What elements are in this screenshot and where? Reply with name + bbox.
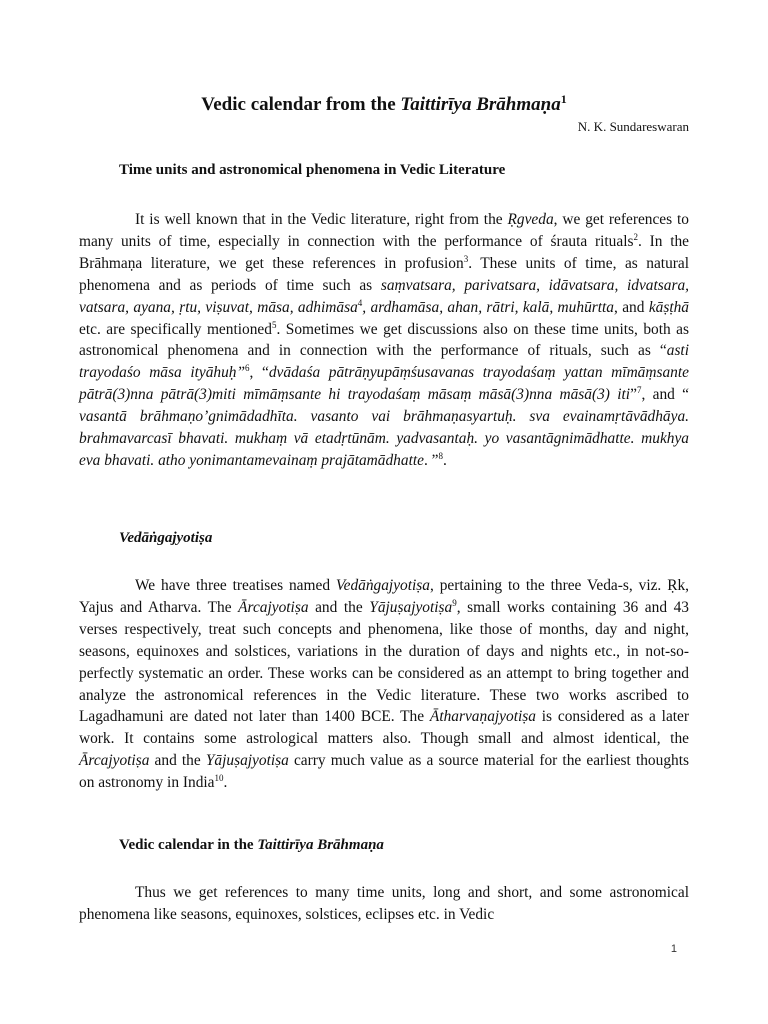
- title-italic-text: Taittirīya Brāhmaṇa: [400, 94, 561, 115]
- footnote-ref: 4: [357, 297, 363, 308]
- footnote-ref: 7: [636, 385, 642, 396]
- title-text: Vedic calendar from the: [201, 94, 401, 115]
- section-heading-vedangajyotisa: Vedāṅgajyotiṣa: [119, 530, 213, 546]
- footnote-ref: 6: [245, 363, 250, 374]
- title-footnote-ref: 1: [560, 92, 567, 106]
- paragraph-time-units: It is well known that in the Vedic literature, right from the Ṛgveda, we get references to many units of time, especially in connection with the performance of śrauta rituals$^2$. In the Brāhmaṇa literature, we get these references in profusion$^3$. These units of time, as natural phenomena and as periods of time such as saṃvatsara, parivatsara, idāvatsara, idvatsara, vatsara, ayana, ṛtu, viṣuvat, māsa, adhimāsa$^4$, ardhamāsa, ahan, rātri, kalā, muhūrtta, and kāṣṭhā etc. are specifically mentioned$^5$. Sometimes we get discussions also on these time units, both as astronomical phenomena and in connection with the performance of rituals, such as “asti trayodaśo māsa ityāhuḥ”$^6$, “dvādaśa pātrāṇyupāṃśusavanas trayodaśaṃ yattan mīmāṃsante pātrā(3)nna pātrā(3)miti mīmāṃsante hi trayodaśaṃ māsaṃ māsā(3)nna māsā(3) iti”$^7$, and “ vasantā brāhmaṇo’gnimādadhīta. vasanto vai brāhmaṇasyartuḥ. sva evainamṛtāvādhāya. brahmavarcasī bhavati. mukhaṃ vā etadṛtūnām. yadvasantaḥ. yo vasantāgnimādhatte. mukhya eva bhavati. atho yonimantamevainaṃ prajātamādhatte. ”$^8$.: [79, 211, 689, 469]
- author-name: N. K. Sundareswaran: [577, 119, 689, 134]
- section-heading-vedic-calendar: Vedic calendar in the Taittirīya Brāhmaṇa: [119, 837, 384, 853]
- footnote-ref: 10: [214, 773, 224, 784]
- document-title: [0, 93, 768, 117]
- paragraph-vedangajyotisa: We have three treatises named Vedāṅgajyotiṣa, pertaining to the three Veda-s, viz. Ṛk, Yajus and Atharva. The Ārcajyotiṣa and the Yājuṣajyotiṣa$^9$, small works containing 36 and 43 verses respectively, treat such concepts and phenomena, like those of months, day and night, seasons, equinoxes and solstices, variations in the duration of days and nights etc., in not-so-perfectly systematic an order. These works can be considered as an attempt to bring together and analyze the astronomical references in the Vedic literature. These two works ascribed to Lagadhamuni are dated not later than 1400 BCE. The Ātharvaṇajyotiṣa is considered as a later work. It contains some astrological matters also. Though small and almost identical, the Ārcajyotiṣa and the Yājuṣajyotiṣa carry much value as a source material for the earliest thoughts on astronomy in India$^{10}$.: [79, 577, 690, 792]
- page-number: 1: [670, 943, 677, 955]
- footnote-ref: 9: [452, 597, 457, 608]
- footnote-ref: 5: [271, 319, 277, 330]
- paragraph-vedic-calendar: Thus we get references to many time units, long and short, and some astronomical phenomena like seasons, equinoxes, solstices, eclipses etc. in Vedic: [79, 884, 689, 923]
- footnote-ref: 8: [438, 450, 443, 461]
- footnote-ref: 3: [463, 253, 469, 264]
- footnote-ref: 2: [633, 231, 638, 242]
- section-heading-time-units: Time units and astronomical phenomena in Vedic Literature: [119, 162, 506, 178]
